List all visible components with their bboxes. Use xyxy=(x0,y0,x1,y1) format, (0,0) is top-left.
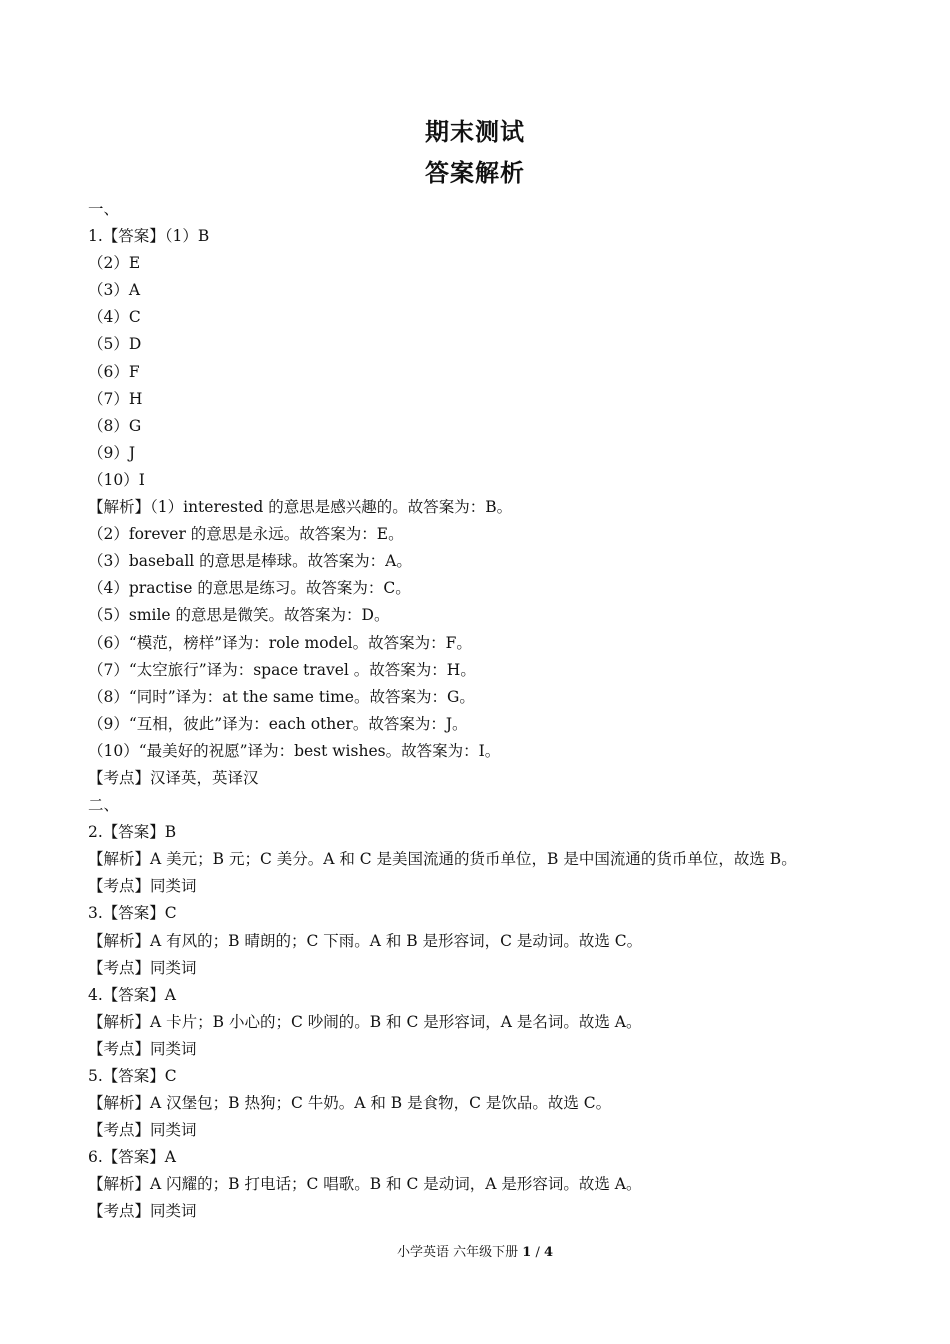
text-line: 【解析】A 有风的；B 晴朗的；C 下雨。A 和 B 是形容词，C 是动词。故选 C。 xyxy=(88,931,643,950)
text-line: （10）I xyxy=(88,470,145,489)
text-line: 【解析】A 美元；B 元；C 美分。A 和 C 是美国流通的货币单位，B 是中国流通的货币单位，故选 B。 xyxy=(88,850,797,869)
text-line: （9）J xyxy=(88,443,136,462)
text-line: 4.【答案】A xyxy=(88,985,176,1004)
page-subtitle: 答案解析 xyxy=(425,159,525,187)
text-line: 6.【答案】A xyxy=(88,1148,176,1167)
text-line: （4）C xyxy=(88,308,141,327)
text-line: （2）forever 的意思是永远。故答案为：E。 xyxy=(88,525,404,544)
text-line: 【考点】同类词 xyxy=(88,1202,197,1221)
page-footer xyxy=(0,1244,950,1262)
text-line: 【解析】（1）interested 的意思是感兴趣的。故答案为：B。 xyxy=(88,498,513,517)
text-line: （3）baseball 的意思是棒球。故答案为：A。 xyxy=(88,552,412,571)
text-line: （3）A xyxy=(88,281,141,300)
text-line: （4）practise 的意思是练习。故答案为：C。 xyxy=(88,579,411,598)
text-line: （7）H xyxy=(88,389,143,408)
text-line: （6）“模范，榜样”译为：role model。故答案为：F。 xyxy=(88,633,472,652)
footer-page-number: 1 xyxy=(522,1245,532,1260)
text-line: 【考点】同类词 xyxy=(88,1121,197,1140)
text-line: （5）smile 的意思是微笑。故答案为：D。 xyxy=(88,606,390,625)
text-line: （7）“太空旅行”译为：space travel 。故答案为：H。 xyxy=(88,660,476,679)
text-line: 【解析】A 卡片；B 小心的；C 吵闹的。B 和 C 是形容词，A 是名词。故选 A。 xyxy=(88,1012,642,1031)
text-line: （9）“互相，彼此”译为：each other。故答案为：J。 xyxy=(88,714,468,733)
footer-page-total: 4 xyxy=(543,1245,554,1260)
text-line: 5.【答案】C xyxy=(88,1067,177,1085)
text-line: 【考点】同类词 xyxy=(88,1039,197,1058)
text-line: 【考点】同类词 xyxy=(88,958,197,977)
text-line: （6）F xyxy=(88,362,140,381)
text-line: （8）G xyxy=(88,416,142,435)
text-line: 二、 xyxy=(88,796,120,815)
text-line: 【考点】同类词 xyxy=(88,877,197,896)
text-line: （8）“同时”译为：at the same time。故答案为：G。 xyxy=(88,687,475,706)
text-line: 【解析】A 汉堡包；B 热狗；C 牛奶。A 和 B 是食物，C 是饮品。故选 C。 xyxy=(88,1094,612,1113)
text-line: （2）E xyxy=(88,254,141,273)
text-line: 1.【答案】（1）B xyxy=(88,227,210,246)
text-line: （5）D xyxy=(88,335,142,354)
footer-separator: / xyxy=(535,1245,540,1260)
text-line: （10）“最美好的祝愿”译为：best wishes。故答案为：I。 xyxy=(88,741,501,760)
answer-content xyxy=(88,196,888,1226)
text-line: 一、 xyxy=(88,200,120,218)
text-line: 3.【答案】C xyxy=(88,904,177,923)
text-line: 【考点】汉译英，英译汉 xyxy=(88,768,259,787)
page-title: 期末测试 xyxy=(425,118,525,146)
text-line: 2.【答案】B xyxy=(88,823,177,842)
footer-label: 小学英语 六年级下册 xyxy=(396,1245,519,1260)
text-line: 【解析】A 闪耀的；B 打电话；C 唱歌。B 和 C 是动词，A 是形容词。故选 A。 xyxy=(88,1175,642,1194)
